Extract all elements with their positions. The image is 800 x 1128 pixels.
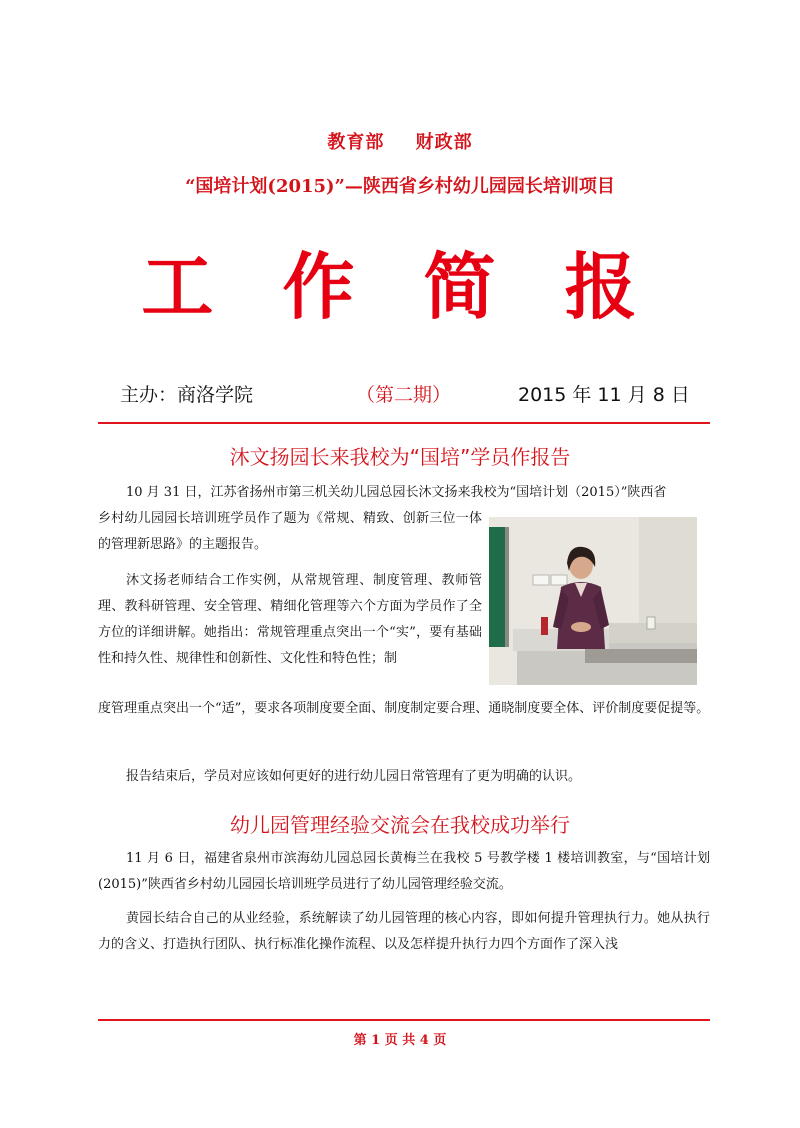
speaker-photo-illustration bbox=[489, 517, 697, 685]
host-label: 主办：商洛学院 bbox=[120, 384, 254, 406]
bulletin-title: 工 作 简 报 bbox=[141, 244, 659, 329]
article1-p1-rest: 乡村幼儿园园长培训班学员作了题为《常规、精致、创新三位一体的管理新思路》的主题报告。 bbox=[98, 511, 482, 552]
issue-date: 2015 年 11 月 8 日 bbox=[518, 384, 690, 406]
issue-number: （第二期） bbox=[356, 384, 452, 406]
article1-paragraph3: 报告结束后，学员对应该如何更好的进行幼儿园日常管理有了更为明确的认识。 bbox=[126, 769, 582, 784]
article1-paragraph2: 沐文扬老师结合工作实例，从常规管理、制度管理、教师管理、教科研管理、安全管理、精细化管理等六个方面为学员作了全方位的详细讲解。她指出：常规管理重点突出一个“实”，要有基础性和持久性、规律性和创新性、文化性和特色性；制 bbox=[98, 573, 482, 666]
bottom-divider bbox=[98, 1019, 710, 1021]
project-title: “国培计划(2015)”—陕西省乡村幼儿园园长培训项目 bbox=[185, 176, 615, 197]
article2-paragraph2: 黄园长结合自己的从业经验，系统解读了幼儿园管理的核心内容，即如何提升管理执行力。她从执行力的含义、打造执行团队、执行标准化操作流程、以及怎样提升执行力四个方面作了深入浅 bbox=[98, 911, 710, 952]
article2-heading: 幼儿园管理经验交流会在我校成功举行 bbox=[230, 813, 570, 837]
lecture-photo bbox=[489, 517, 697, 685]
org-ministry-education: 教育部 bbox=[327, 132, 385, 153]
org-ministry-finance: 财政部 bbox=[415, 132, 473, 153]
article2-paragraph1: 11 月 6 日，福建省泉州市滨海幼儿园总园长黄梅兰在我校 5 号教学楼 1 楼培训教室，与“国培计划(2015)”陕西省乡村幼儿园园长培训班学员进行了幼儿园管理经验交流。 bbox=[98, 851, 710, 892]
organizer-line bbox=[0, 128, 800, 154]
article1-p1-line1: 10 月 31 日，江苏省扬州市第三机关幼儿园总园长沐文扬来我校为“国培计划（2015）”陕西省 bbox=[126, 485, 667, 500]
article1-paragraph2-continued: 度管理重点突出一个“适”，要求各项制度要全面、制度制定要合理、通晓制度要全体、评价制度要促提等。 bbox=[98, 701, 710, 716]
article1-heading: 沐文扬园长来我校为“国培”学员作报告 bbox=[229, 445, 571, 469]
top-divider bbox=[98, 422, 710, 424]
page-number: 第 1 页 共 4 页 bbox=[353, 1033, 447, 1048]
